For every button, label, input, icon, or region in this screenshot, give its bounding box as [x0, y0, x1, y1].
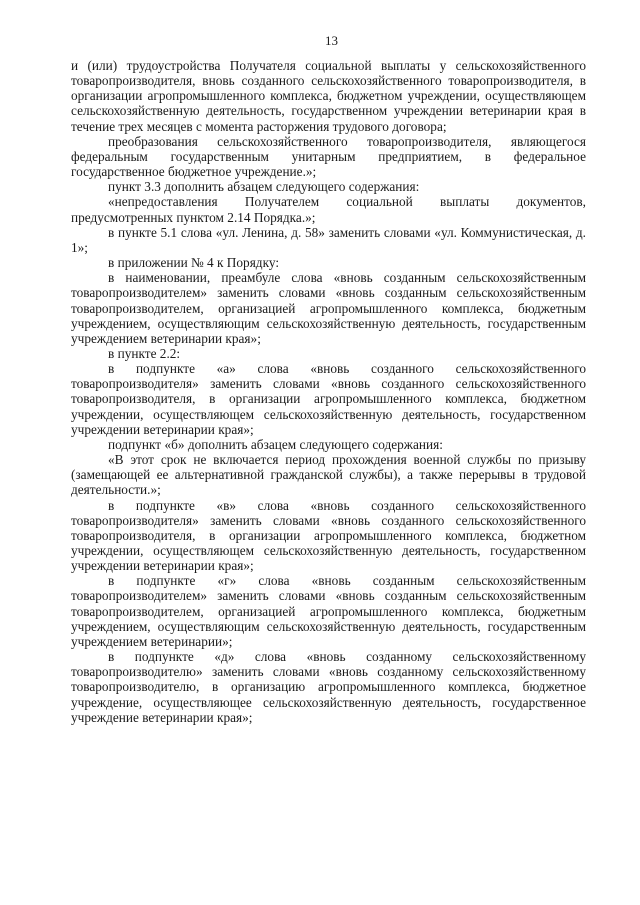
- paragraph: в подпункте «г» слова «вновь созданным сельскохозяйственным товаропроизводителем» заменить словами «вновь созданным сельскохозяйственным товаропроизводителем, организацией агропромышленного комплекса, бюджетным учреждением, осуществляющим сельскохозяйственную деятельность, государственным учреждением ветеринарии»;: [71, 573, 586, 649]
- paragraph: «непредоставления Получателем социальной выплаты документов, предусмотренных пунктом 2.14 Порядка.»;: [71, 194, 586, 225]
- paragraph: в наименовании, преамбуле слова «вновь созданным сельскохозяйственным товаропроизводителем» заменить словами «вновь созданным сельскохозяйственным товаропроизводителем, организацией агропромышленного комплекса, бюджетным учреждением, осуществляющим сельскохозяйственную деятельность, государственным учреждением ветеринарии края»;: [71, 270, 586, 346]
- paragraph: в пункте 2.2:: [108, 345, 181, 361]
- paragraph: «В этот срок не включается период прохождения военной службы по призыву (замещающей ее альтернативной гражданской службы), а также перерывы в трудовой деятельности.»;: [71, 452, 586, 498]
- paragraph: в приложении № 4 к Порядку:: [108, 255, 280, 271]
- paragraph: в пункте 5.1 слова «ул. Ленина, д. 58» заменить словами «ул. Коммунистическая, д. 1»;: [71, 224, 586, 255]
- paragraph-continuation: и (или) трудоустройства Получателя социальной выплаты у сельскохозяйственного товаропроизводителя, вновь созданного сельскохозяйственного товаропроизводителя, в организации агропромышленного комплекса, бюджетном учреждении, осуществляющем сельскохозяйственную деятельность, государственном учреждении ветеринарии края в течение трех месяцев с момента расторжения трудового договора;: [71, 58, 586, 134]
- paragraph: в подпункте «а» слова «вновь созданного сельскохозяйственного товаропроизводителя» заменить словами «вновь созданного сельскохозяйственного товаропроизводителя, в организации агропромышленного комплекса, бюджетном учреждении, осуществляющем сельскохозяйственную деятельность, государственном учреждении ветеринарии края»;: [71, 361, 586, 437]
- paragraph: в подпункте «в» слова «вновь созданного сельскохозяйственного товаропроизводителя» заменить словами «вновь созданного сельскохозяйственного товаропроизводителя, в организации агропромышленного комплекса, бюджетном учреждении, осуществляющем сельскохозяйственную деятельность, государственном учреждении ветеринарии края»;: [71, 497, 586, 574]
- document-body: [71, 58, 586, 725]
- paragraph: подпункт «б» дополнить абзацем следующего содержания:: [108, 436, 443, 452]
- paragraph: в подпункте «д» слова «вновь созданному сельскохозяйственному товаропроизводителю» заменить словами «вновь созданному сельскохозяйственному товаропроизводителю, в организацию агропромышленного комплекса, бюджетное учреждение, осуществляющее сельскохозяйственную деятельность, государственное учреждение ветеринарии края»;: [71, 649, 586, 725]
- paragraph: пункт 3.3 дополнить абзацем следующего содержания:: [108, 179, 420, 195]
- paragraph: преобразования сельскохозяйственного товаропроизводителя, являющегося федеральным государственным унитарным предприятием, в федеральное государственное бюджетное учреждение.»;: [71, 133, 586, 180]
- page-number: 13: [325, 33, 338, 48]
